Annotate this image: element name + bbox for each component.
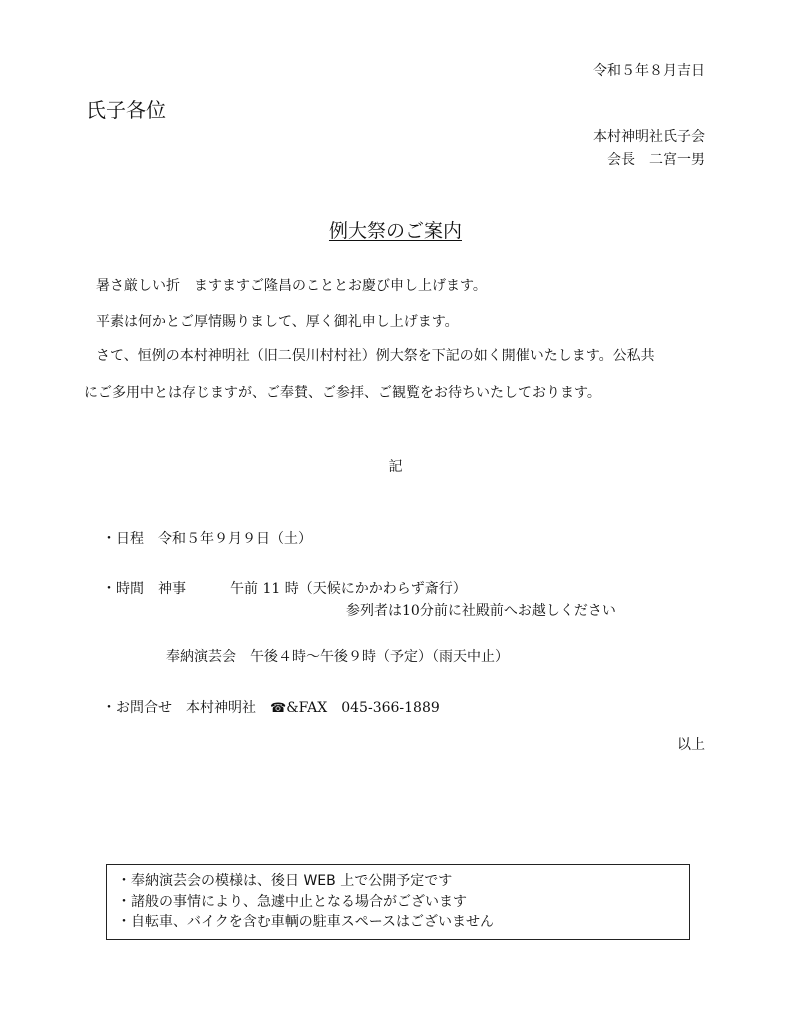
notice-line: ・諸般の事情により、急遽中止となる場合がございます [117, 893, 467, 910]
letter-date: 令和５年８月吉日 [593, 63, 705, 79]
title-wrapper [0, 216, 791, 243]
contact-number: &FAX 045-366-1889 [286, 700, 440, 716]
announcement-paragraph-line-2: にご多用中とは存じますが、ご奉賛、ご参拝、ご観覧をお待ちいたしております。 [84, 385, 601, 401]
sender-organization: 本村神明社氏子会 [593, 129, 705, 145]
notice-line: ・奉納演芸会の模様は、後日 WEB 上で公開予定です [117, 873, 453, 889]
performance-item: 奉納演芸会 午後４時～午後９時（予定）（雨天中止） [166, 649, 509, 665]
sender-chairman: 会長 二宮一男 [607, 152, 705, 168]
time-value: 午前 11 時（天候にかかわらず斎行） [230, 581, 467, 597]
announcement-paragraph-line-1: さて、恒例の本村神明社（旧二俣川村村社）例大祭を下記の如く開催いたします。公私共 [96, 348, 655, 364]
phone-icon: ☎ [270, 701, 287, 716]
time-note: 参列者は10分前に社殿前へお越しください [346, 603, 616, 619]
greeting-paragraph-1: 暑さ厳しい折 ますますご隆昌のこととお慶び申し上げます。 [96, 278, 487, 294]
contact-item [102, 697, 440, 717]
notice-line: ・自転車、バイクを含む車輌の駐車スペースはございません [117, 914, 495, 930]
closing-mark: 以上 [677, 737, 705, 753]
ki-heading: 記 [388, 459, 403, 475]
contact-prefix: ・お問合せ 本村神明社 [102, 700, 270, 716]
notice-box [106, 864, 690, 940]
addressee: 氏子各位 [86, 98, 166, 122]
time-label: ・時間 神事 [102, 581, 186, 597]
document-title: 例大祭のご案内 [328, 220, 462, 242]
greeting-paragraph-2: 平素は何かとご厚情賜りまして、厚く御礼申し上げます。 [96, 314, 459, 330]
schedule-item: ・日程 令和５年９月９日（土） [102, 531, 312, 547]
